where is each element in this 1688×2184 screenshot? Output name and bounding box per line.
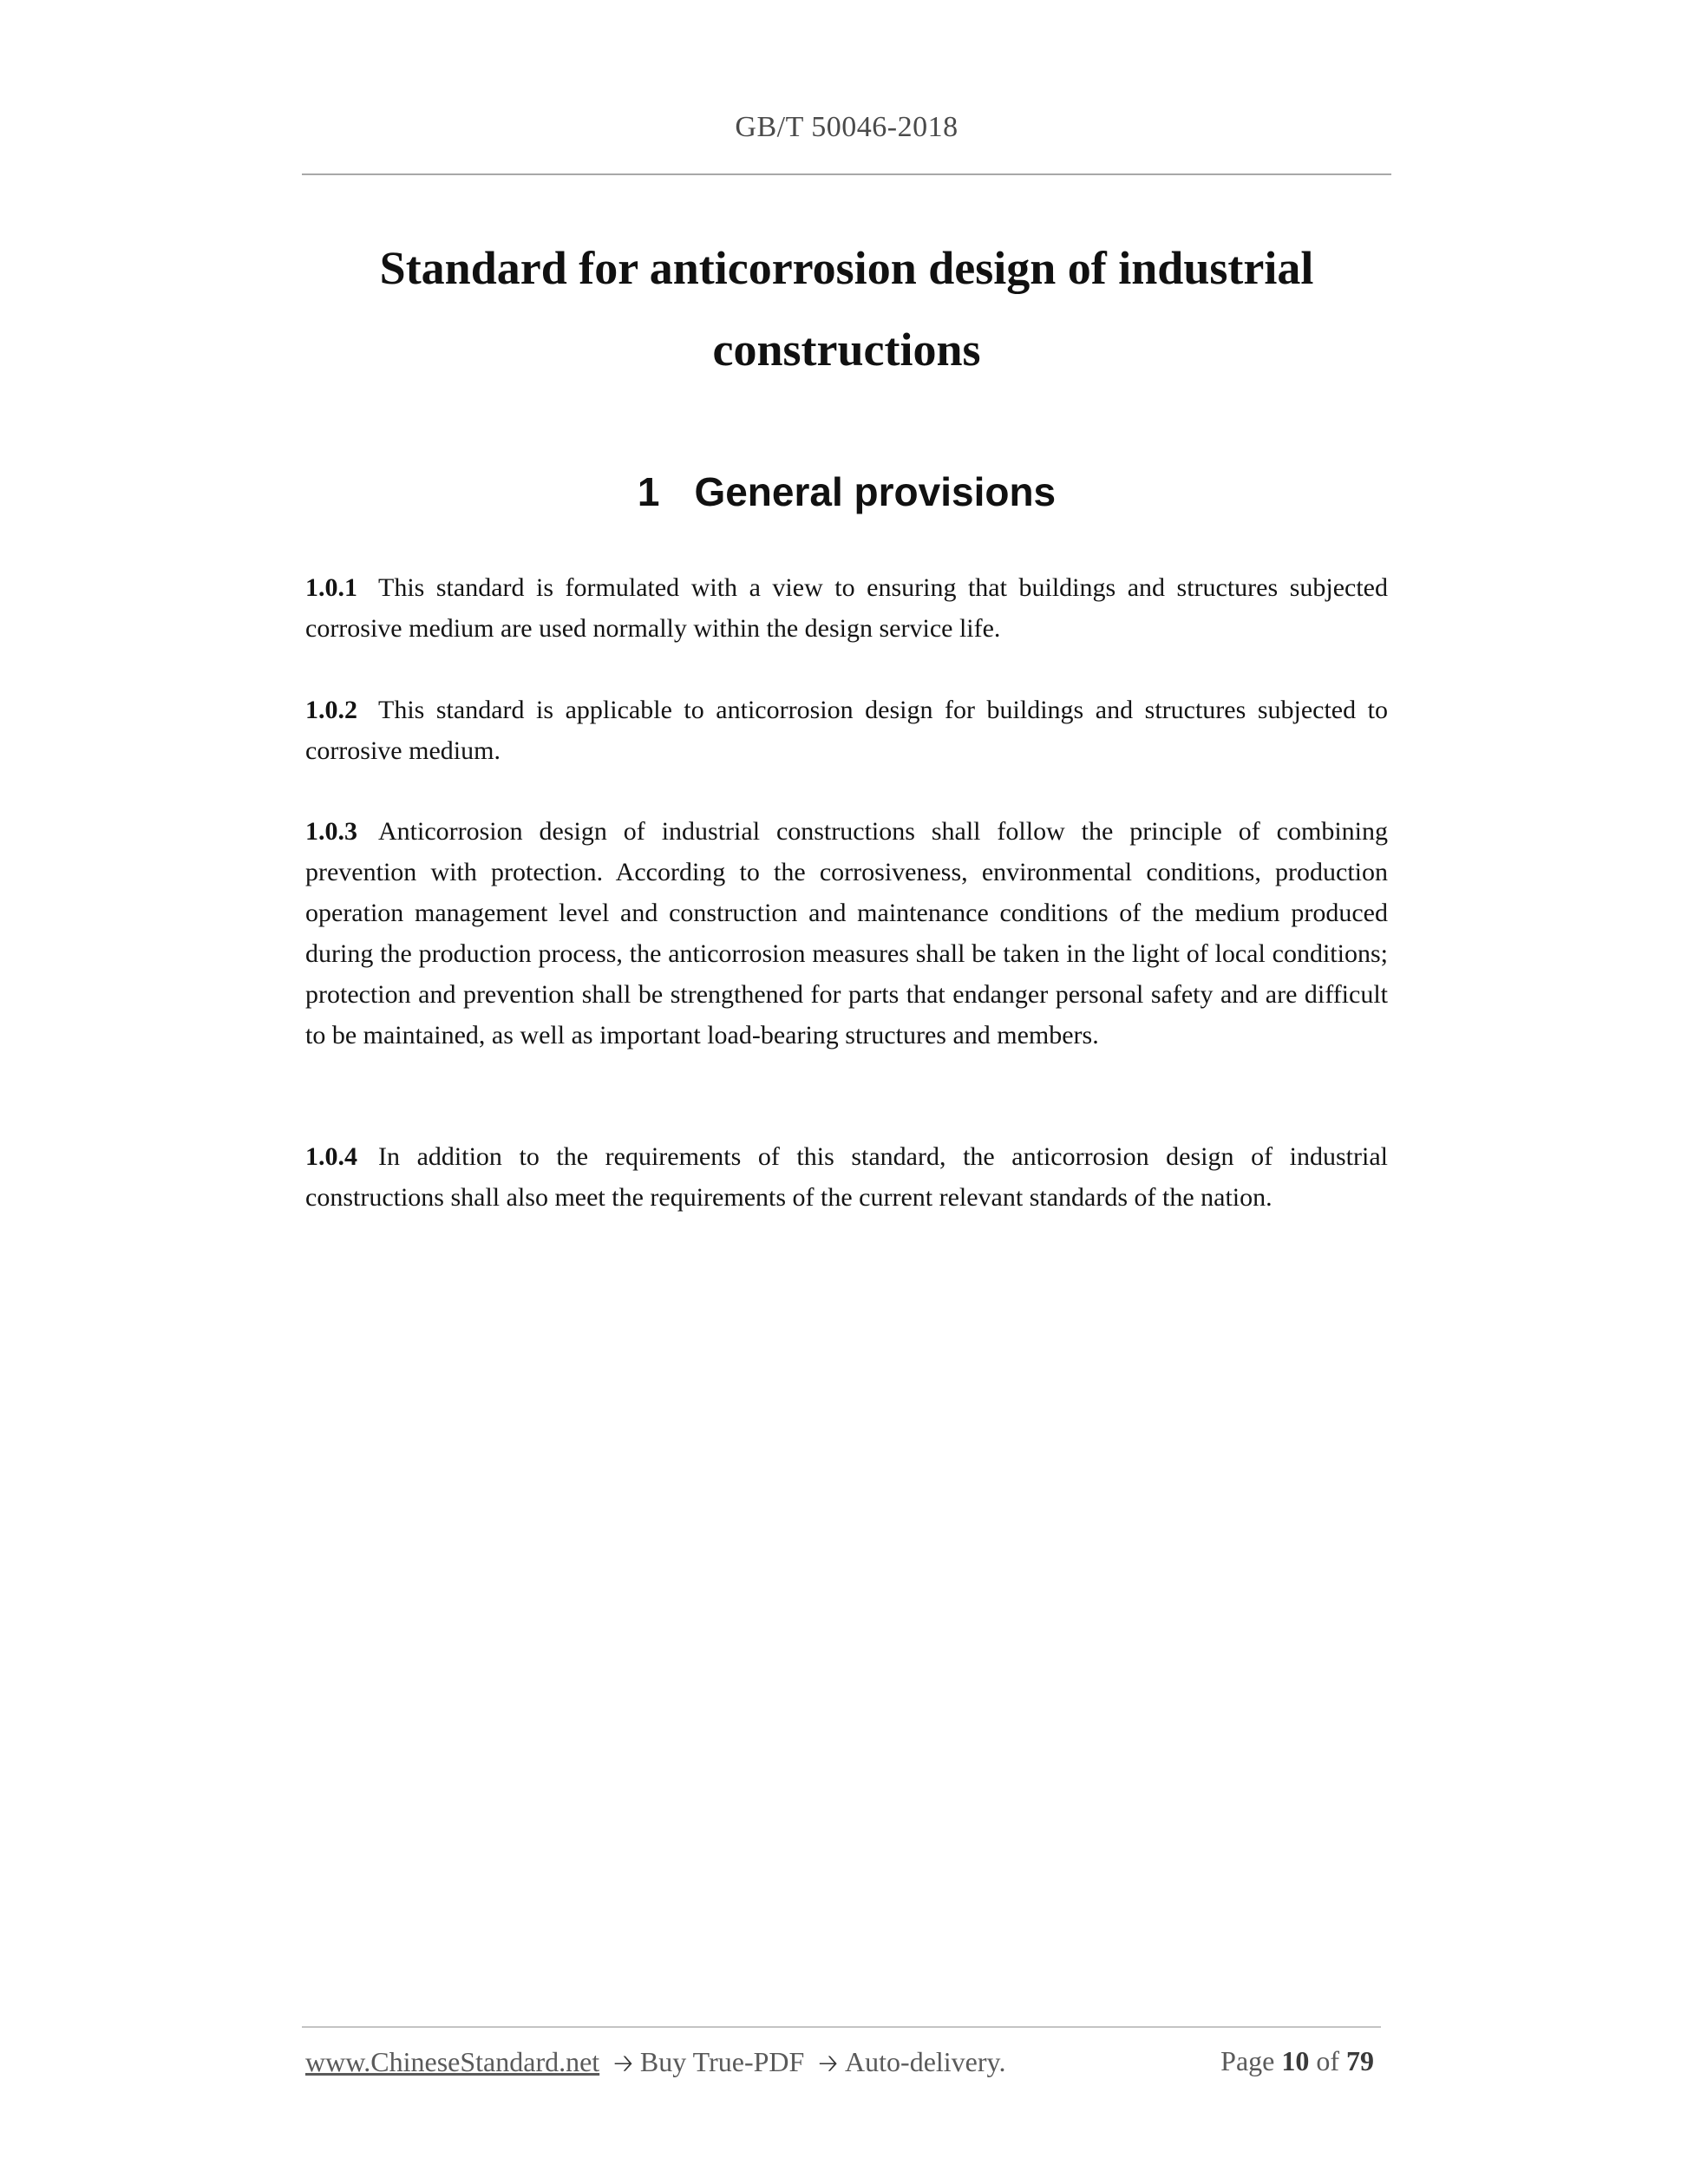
right-arrow-icon: 🡢 bbox=[818, 2049, 839, 2077]
document-title-line-1: Standard for anticorrosion design of industrial bbox=[379, 242, 1314, 294]
clause-1-0-3 bbox=[305, 811, 1388, 1056]
header-divider bbox=[302, 173, 1391, 175]
clause-text: In addition to the requirements of this standard, the anticorrosion design of industrial constructions shall also meet the requirements of the current relevant standards of the nation. bbox=[305, 1142, 1388, 1212]
website-link[interactable]: www.ChineseStandard.net bbox=[305, 2046, 600, 2077]
clause-text: Anticorrosion design of industrial constructions shall follow the principle of combining prevention with protection. According to the corrosiveness, environmental conditions, production operation management level and construction and maintenance conditions of the medium produced during the production process, the anticorrosion measures shall be taken in the light of local conditions; protection and prevention shall be strengthened for parts that endanger personal safety and are difficult to be maintained, as well as important load-bearing structures and members. bbox=[305, 817, 1388, 1049]
of-label: of bbox=[1316, 2045, 1339, 2076]
total-pages-number: 79 bbox=[1346, 2045, 1374, 2076]
clause-number: 1.0.1 bbox=[305, 573, 357, 602]
current-page-number: 10 bbox=[1281, 2045, 1310, 2076]
running-header: GB/T 50046-2018 bbox=[735, 111, 958, 143]
chapter-title: General provisions bbox=[694, 469, 1057, 514]
clause-1-0-4 bbox=[305, 1136, 1388, 1218]
clause-number: 1.0.2 bbox=[305, 696, 357, 724]
clause-1-0-2 bbox=[305, 690, 1388, 771]
page-label: Page bbox=[1220, 2045, 1275, 2076]
document-title bbox=[302, 227, 1391, 390]
clause-number: 1.0.3 bbox=[305, 817, 357, 846]
footer-divider bbox=[302, 2026, 1381, 2028]
auto-delivery-text: Auto-delivery. bbox=[845, 2046, 1006, 2077]
clause-text: This standard is formulated with a view to ensuring that buildings and structures subjected corrosive medium are used normally within the design service life. bbox=[305, 573, 1388, 643]
clause-1-0-1 bbox=[305, 567, 1388, 649]
page-indicator bbox=[1220, 2045, 1381, 2077]
chapter-heading bbox=[302, 468, 1391, 515]
buy-true-pdf-text: Buy True-PDF bbox=[639, 2046, 805, 2077]
clause-number: 1.0.4 bbox=[305, 1142, 357, 1171]
chapter-number: 1 bbox=[637, 469, 660, 514]
clause-text: This standard is applicable to anticorrosion design for buildings and structures subjected to corrosive medium. bbox=[305, 696, 1388, 765]
footer-promo bbox=[305, 2045, 1005, 2087]
right-arrow-icon: 🡢 bbox=[613, 2049, 633, 2077]
document-title-line-2: constructions bbox=[712, 324, 981, 376]
